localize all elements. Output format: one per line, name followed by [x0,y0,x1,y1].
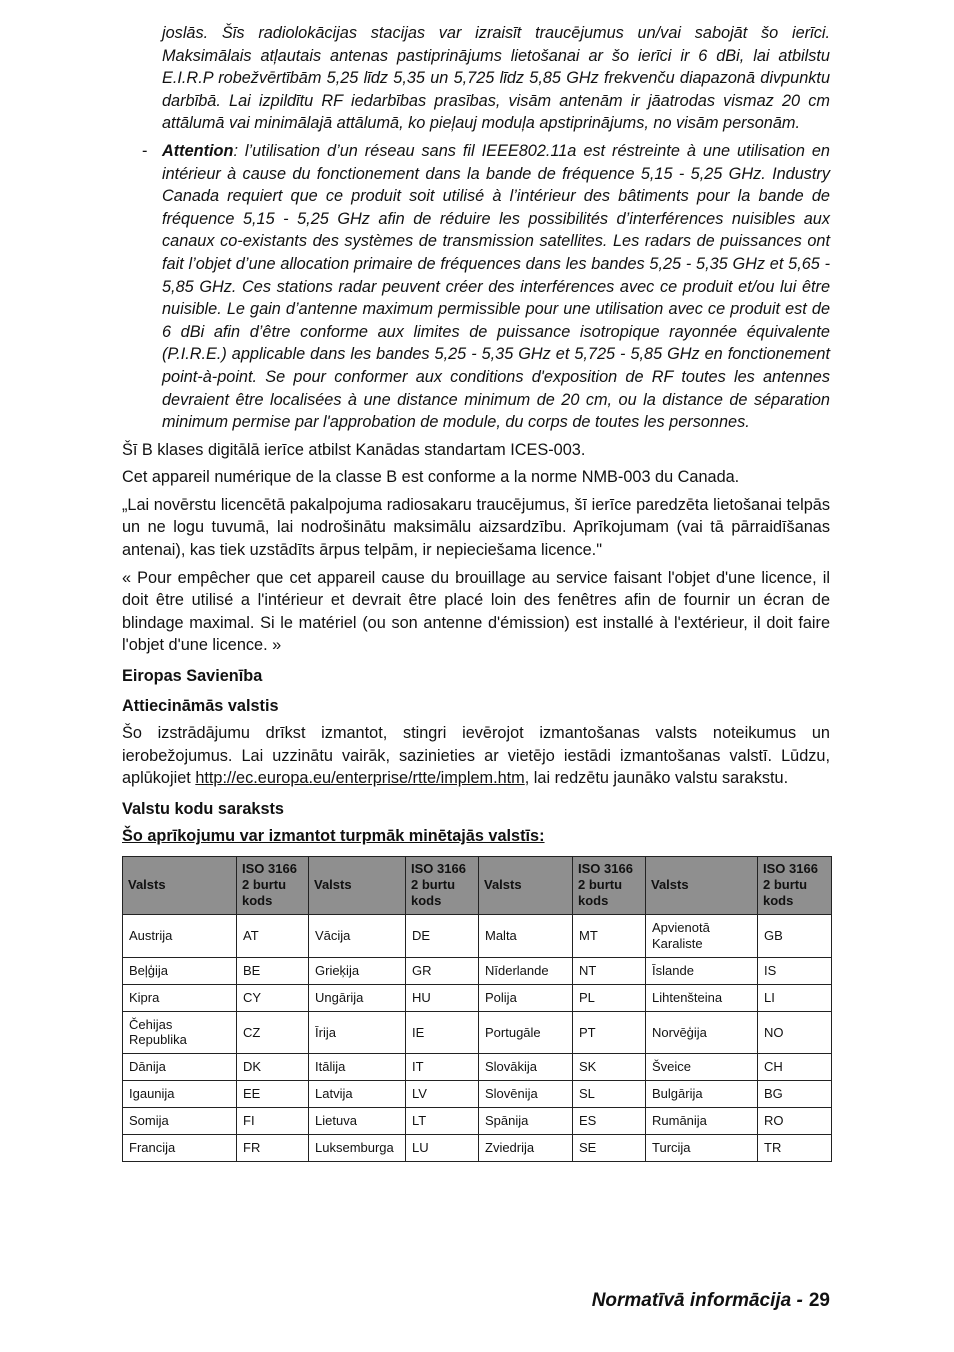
code-cell: RO [758,1107,832,1134]
code-cell: SK [573,1053,646,1080]
countries-heading: Attiecināmās valstis [122,697,279,716]
country-cell: Portugāle [479,1011,573,1053]
country-cell: Zviedrija [479,1134,573,1161]
country-cell: Itālija [309,1053,406,1080]
table-row [123,1134,832,1161]
code-cell: HU [406,984,479,1011]
usage-text-start: Šo izstrādājumu drīkst izmantot, stingri ievērojot izmantošanas valsts noteikumus un ierobežojumus. Lai uzzinātu vairāk, sazinieties ar vietējo iestādi izmantošanas valstī. Lūdzu, aplūkojiet [122,724,830,788]
ices-statement-lv: Šī B klases digitālā ierīce atbilst Kanādas standartam ICES-003. [122,440,586,459]
code-cell: EE [237,1080,309,1107]
code-cell: GB [758,914,832,957]
code-cell: LI [758,984,832,1011]
header-country: Valsts [309,856,406,914]
header-country: Valsts [123,856,237,914]
country-code-table [122,856,832,1162]
country-cell: Grieķija [309,957,406,984]
table-row [123,957,832,984]
code-cell: ES [573,1107,646,1134]
bullet-dash: - [142,141,148,160]
table-row [123,1080,832,1107]
country-cell: Polija [479,984,573,1011]
code-cell: MT [573,914,646,957]
code-cell: IE [406,1011,479,1053]
code-cell: SE [573,1134,646,1161]
header-iso-code: ISO 3166 2 burtu kods [758,856,832,914]
header-iso-code: ISO 3166 2 burtu kods [406,856,479,914]
code-cell: LT [406,1107,479,1134]
footer-title: Normatīvā informācija - [591,1290,803,1311]
code-cell: CY [237,984,309,1011]
header-iso-code: ISO 3166 2 burtu kods [237,856,309,914]
country-cell: Austrija [123,914,237,957]
code-cell: IS [758,957,832,984]
header-iso-code: ISO 3166 2 burtu kods [573,856,646,914]
country-cell: Šveice [646,1053,758,1080]
country-cell: Nīderlande [479,957,573,984]
code-cell: LV [406,1080,479,1107]
code-cell: NO [758,1011,832,1053]
code-cell: GR [406,957,479,984]
nmb-statement-fr: Cet appareil numérique de la classe B est conforme a la norme NMB-003 du Canada. [122,468,740,487]
country-cell: Kipra [123,984,237,1011]
country-cell: Norvēģija [646,1011,758,1053]
country-cell: Dānija [123,1053,237,1080]
code-cell: IT [406,1053,479,1080]
attention-label: Attention [162,141,234,160]
attention-bullet [142,140,830,434]
table-header-row [123,856,832,914]
code-cell: NT [573,957,646,984]
country-cell: Francija [123,1134,237,1161]
code-cell: AT [237,914,309,957]
table-row [123,1011,832,1053]
codes-heading: Valstu kodu saraksts [122,799,284,818]
country-cell: Rumānija [646,1107,758,1134]
country-cell: Turcija [646,1134,758,1161]
code-cell: PT [573,1011,646,1053]
country-cell: Slovēnija [479,1080,573,1107]
country-cell: Somija [123,1107,237,1134]
country-cell: Slovākija [479,1053,573,1080]
country-cell: Spānija [479,1107,573,1134]
code-cell: PL [573,984,646,1011]
document-page [122,22,830,1162]
eu-heading: Eiropas Savienība [122,667,263,686]
table-row [123,1053,832,1080]
country-cell: Čehijas Republika [123,1011,237,1053]
country-cell: Vācija [309,914,406,957]
page-number: 29 [808,1290,830,1311]
code-cell: DK [237,1053,309,1080]
country-cell: Igaunija [123,1080,237,1107]
radar-paragraph-lv: joslās. Šīs radiolokācijas stacijas var izraisīt traucējumus un/vai sabojāt šo ierīci. Maksimālais atļautais antenas pastiprinājums lietošanai ar šo ierīci ir 6 dBi, lai atbilstu E.I.R.P robežvērtībām 5,25 līdz 5,35 un 5,725 līdz 5,85 GHz frekvenču diapazonā divpunktu darbībā. Lai izpildītu RF iedarbības prasības, visām antenām ir jāatrodas vismaz 20 cm attālumā vai minimālajā attālumā, ko pieļauj moduļa apstiprinājums, no visām personām. [162,24,830,133]
country-cell: Apvienotā Karaliste [646,914,758,957]
code-cell: LU [406,1134,479,1161]
licence-paragraph-lv: „Lai novērstu licencētā pakalpojuma radiosakaru traucējumus, šī ierīce paredzēta lietošanai telpās un ne logu tuvumā, lai nodrošinātu maksimālu aizsardzību. Aprīkojumam (vai tā pārraidīšanas antenai), kas tiek uzstādīts ārpus telpām, ir nepieciešama licence." [122,495,830,560]
code-cell: BG [758,1080,832,1107]
header-country: Valsts [646,856,758,914]
table-row [123,1107,832,1134]
code-cell: CH [758,1053,832,1080]
code-cell: BE [237,957,309,984]
country-cell: Ungārija [309,984,406,1011]
country-cell: Beļģija [123,957,237,984]
country-cell: Malta [479,914,573,957]
code-cell: FI [237,1107,309,1134]
code-cell: SL [573,1080,646,1107]
usage-text-end: , lai redzētu jaunāko valstu sarakstu. [524,769,789,788]
country-cell: Lihtenšteina [646,984,758,1011]
attention-text: : l’utilisation d’un réseau sans fil IEEE802.11a est réstreinte à une utilisation en intérieur à cause du fonctionement dans la bande de fréquence 5,15 - 5,25 GHz. Industry Canada requiert que ce produit soit utilisé à l’intérieur des bâtiments pour la bande de fréquence 5,15 - 5,25 GHz afin de réduire les possibilités d’interférences nuisibles aux canaux co-existants des systèmes de transmission satellites. Les radars de puissances ont fait l’objet d’une allocation primaire de fréquences dans les bandes 5,25 - 5,35 GHz et 5,65 - 5,85 GHz. Ces stations radar peuvent créer des interférences avec ce produit et/ou lui être nuisible. Le gain d’antenne maximum permissible pour une utilisation avec ce produit est de 6 dBi afin d’être conforme aux limites de puissance isotropique rayonnée équivalente (P.I.R.E.) applicable dans les bandes 5,25 - 5,35 GHz et 5,725 - 5,85 GHz en fonctionement point-à-point. Se pour conformer aux conditions d'exposition de RF toutes les antennes devraient être localisées à une distance minimum de 20 cm, ou la distance de séparation minimum permise par l'approbation de module, du corps de toutes les personnes. [162,141,830,432]
licence-paragraph-fr: « Pour empêcher que cet appareil cause du brouillage au service faisant l'objet d'une licence, il doit être utilisé a l'intérieur et devrait être placé loin des fenêtres afin de fournir un écran de blindage maximal. Si le matériel (ou son antenne d'émission) est installé à l'extérieur, il doit faire l'objet d'une licence. » [122,568,830,655]
header-country: Valsts [479,856,573,914]
country-cell: Bulgārija [646,1080,758,1107]
country-cell: Latvija [309,1080,406,1107]
country-cell: Īrija [309,1011,406,1053]
usable-countries-heading: Šo aprīkojumu var izmantot turpmāk minētajās valstīs: [122,826,545,845]
code-cell: FR [237,1134,309,1161]
country-cell: Lietuva [309,1107,406,1134]
implem-link[interactable]: http://ec.europa.eu/enterprise/rtte/implem.htm [195,769,525,788]
page-footer [592,1290,830,1312]
code-cell: CZ [237,1011,309,1053]
table-row [123,914,832,957]
code-cell: TR [758,1134,832,1161]
country-cell: Īslande [646,957,758,984]
usage-paragraph [122,722,830,790]
code-cell: DE [406,914,479,957]
table-row [123,984,832,1011]
country-cell: Luksemburga [309,1134,406,1161]
